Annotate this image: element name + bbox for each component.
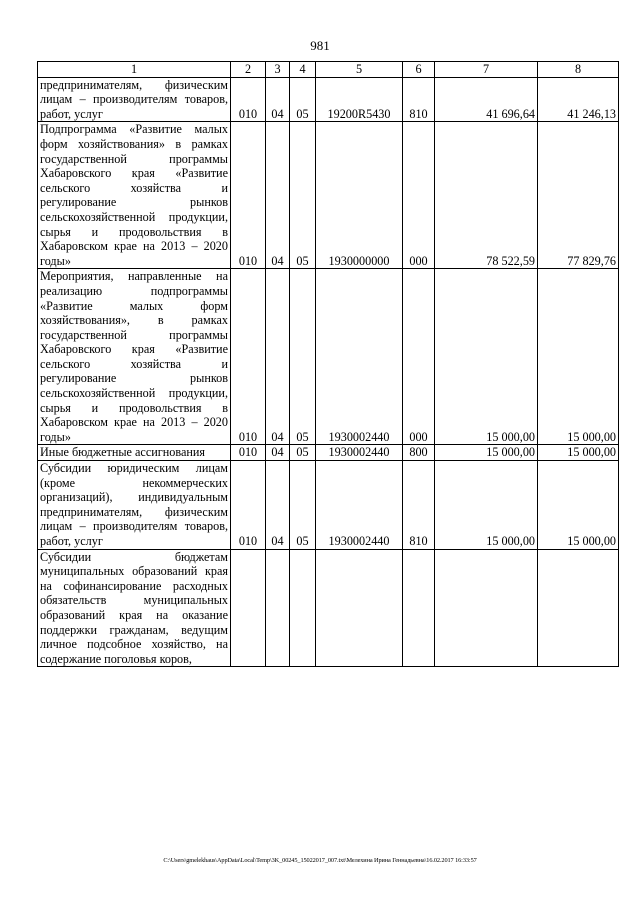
row-target-article: 1930002440 [316, 461, 403, 550]
row-name: предпринимателям, физическим лицам – производителям товаров, работ, услуг [38, 77, 231, 122]
row-subsection: 05 [290, 77, 316, 122]
row-amount-actual: 41 246,13 [538, 77, 619, 122]
row-amount-plan: 78 522,59 [435, 122, 538, 269]
header-col-6: 6 [403, 62, 435, 78]
row-section: 04 [266, 461, 290, 550]
row-amount-plan: 15 000,00 [435, 269, 538, 445]
table-row [38, 122, 619, 269]
row-admin-code: 010 [231, 77, 266, 122]
header-col-8: 8 [538, 62, 619, 78]
row-expense-type: 000 [403, 122, 435, 269]
row-amount-actual [538, 549, 619, 667]
row-amount-plan: 41 696,64 [435, 77, 538, 122]
row-amount-actual: 77 829,76 [538, 122, 619, 269]
row-expense-type: 810 [403, 461, 435, 550]
header-col-4: 4 [290, 62, 316, 78]
row-subsection: 05 [290, 269, 316, 445]
row-admin-code [231, 549, 266, 667]
row-subsection: 05 [290, 461, 316, 550]
row-subsection: 05 [290, 445, 316, 461]
row-amount-actual: 15 000,00 [538, 269, 619, 445]
header-col-1: 1 [38, 62, 231, 78]
header-col-7: 7 [435, 62, 538, 78]
row-expense-type: 810 [403, 77, 435, 122]
row-section: 04 [266, 77, 290, 122]
row-target-article: 19200R5430 [316, 77, 403, 122]
row-amount-actual: 15 000,00 [538, 445, 619, 461]
row-expense-type: 800 [403, 445, 435, 461]
row-amount-actual: 15 000,00 [538, 461, 619, 550]
row-admin-code: 010 [231, 445, 266, 461]
row-target-article [316, 549, 403, 667]
file-path-footer: C:\Users\gmelekhaus\AppData\Local\Temp\3K_00245_15022017_007.txt\Мелехина Ирина Геннадьевна\16.02.2017 16:33:57 [163, 857, 477, 864]
row-subsection: 05 [290, 122, 316, 269]
row-target-article: 1930002440 [316, 445, 403, 461]
header-col-5: 5 [316, 62, 403, 78]
table-row [38, 269, 619, 445]
table-row [38, 461, 619, 550]
row-target-article: 1930000000 [316, 122, 403, 269]
row-expense-type: 000 [403, 269, 435, 445]
row-subsection [290, 549, 316, 667]
row-section: 04 [266, 445, 290, 461]
row-name: Подпрограмма «Развитие малых форм хозяйствования» в рамках государственной программы Хабаровского края «Развитие сельского хозяйства и регулирование рынков сельскохозяйственной продукции, сырья и продовольствия в Хабаровском крае на 2013 – 2020 годы» [38, 122, 231, 269]
row-admin-code: 010 [231, 461, 266, 550]
header-row [38, 62, 619, 78]
row-section [266, 549, 290, 667]
row-expense-type [403, 549, 435, 667]
budget-table [37, 61, 619, 667]
row-section: 04 [266, 269, 290, 445]
row-amount-plan: 15 000,00 [435, 445, 538, 461]
row-section: 04 [266, 122, 290, 269]
row-name: Иные бюджетные ассигнования [38, 445, 231, 461]
header-col-2: 2 [231, 62, 266, 78]
page-number: 981 [310, 38, 330, 53]
table-row [38, 77, 619, 122]
row-target-article: 1930002440 [316, 269, 403, 445]
row-amount-plan [435, 549, 538, 667]
row-name: Мероприятия, направленные на реализацию подпрограммы «Развитие малых форм хозяйствования», в рамках государственной программы Хабаровского края «Развитие сельского хозяйства и регулирование рынков сельскохозяйственной продукции, сырья и продовольствия в Хабаровском крае на 2013 – 2020 годы» [38, 269, 231, 445]
row-admin-code: 010 [231, 269, 266, 445]
table-row [38, 445, 619, 461]
header-col-3: 3 [266, 62, 290, 78]
table-row [38, 549, 619, 667]
row-name: Субсидии юридическим лицам (кроме некоммерческих организаций), индивидуальным предпринимателям, физическим лицам – производителям товаров, работ, услуг [38, 461, 231, 550]
row-admin-code: 010 [231, 122, 266, 269]
row-name: Субсидии бюджетам муниципальных образований края на софинансирование расходных обязательств муниципальных образований края на оказание поддержки гражданам, ведущим личное подсобное хозяйство, на содержание поголовья коров, [38, 549, 231, 667]
row-amount-plan: 15 000,00 [435, 461, 538, 550]
